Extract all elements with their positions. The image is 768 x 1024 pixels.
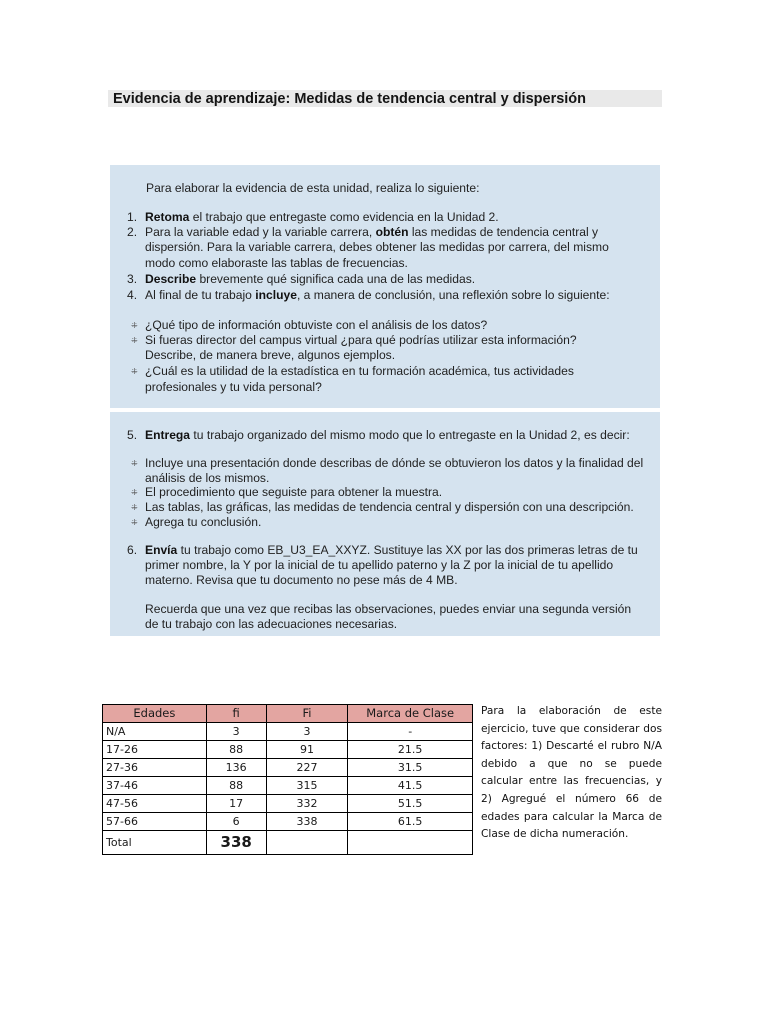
cell-marca: 61.5	[348, 813, 473, 831]
deliverable-2: El procedimiento que seguiste para obtener la muestra.	[145, 485, 443, 499]
cell-cumulative-fi: 227	[266, 759, 348, 777]
question-1: ¿Qué tipo de información obtuviste con el análisis de los datos?	[145, 318, 488, 332]
cell-edades: N/A	[103, 723, 207, 741]
question-2: Si fueras director del campus virtual ¿para qué podrías utilizar esta información?	[145, 333, 577, 347]
cell-marca: 41.5	[348, 777, 473, 795]
deliverable-1-line-2: análisis de los mismos.	[145, 471, 270, 485]
step-6-line-2: primer nombre, la Y por la inicial de tu apellido paterno y la Z por la inicial de tu apellido	[145, 558, 614, 572]
explanation-note: Para la elaboración de este ejercicio, tuve que considerar dos factores: 1) Descarté el rubro N/A debido a que no se puede calcular entre las frecuencias, y 2) Agregué el número 66 de edades para calcular la Marca de Clase de dicha numeración.	[481, 705, 662, 841]
table-row	[103, 813, 473, 831]
step-5: Entrega tu trabajo organizado del mismo modo que lo entregaste en la Unidad 2, es decir:	[145, 428, 630, 442]
question-2-line-2: Describe, de manera breve, algunos ejemplos.	[145, 348, 396, 362]
deliverable-1: Incluye una presentación donde describas de dónde se obtuvieron los datos y la finalidad del	[145, 456, 644, 470]
cell-cumulative-fi: 338	[266, 813, 348, 831]
step-number: 4.	[127, 288, 138, 302]
question-3: ¿Cuál es la utilidad de la estadística en tu formación académica, tus actividades	[145, 364, 574, 378]
cell-marca: 21.5	[348, 741, 473, 759]
col-header-edades: Edades	[103, 705, 207, 723]
step-number: 2.	[127, 225, 138, 239]
cell-fi: 136	[206, 759, 266, 777]
bullet-icon: ⁜	[131, 367, 138, 376]
intro-text: Para elaborar la evidencia de esta unidad, realiza lo siguiente:	[146, 181, 480, 195]
cell-total-label: Total	[103, 831, 207, 855]
reminder-text: Recuerda que una vez que recibas las observaciones, puedes enviar una segunda versión	[145, 602, 632, 616]
bullet-icon: ⁜	[131, 503, 138, 512]
step-number: 6.	[127, 543, 138, 557]
col-header-fi: fi	[206, 705, 266, 723]
cell-fi: 6	[206, 813, 266, 831]
deliverable-3: Las tablas, las gráficas, las medidas de tendencia central y dispersión con una descripción.	[145, 500, 634, 514]
step-2-line-3: modo como elaboraste las tablas de frecuencias.	[145, 256, 408, 270]
cell-edades: 27-36	[103, 759, 207, 777]
table-row	[103, 723, 473, 741]
table-row	[103, 741, 473, 759]
table-header-row	[103, 705, 473, 723]
cell-marca: 51.5	[348, 795, 473, 813]
frequency-table	[102, 704, 473, 855]
table-row	[103, 777, 473, 795]
cell-cumulative-fi: 315	[266, 777, 348, 795]
cell-empty	[266, 831, 348, 855]
bullet-icon: ⁜	[131, 321, 138, 330]
cell-edades: 37-46	[103, 777, 207, 795]
cell-edades: 17-26	[103, 741, 207, 759]
step-4: Al final de tu trabajo incluye, a manera de conclusión, una reflexión sobre lo siguiente:	[145, 288, 610, 302]
table-total-row	[103, 831, 473, 855]
bullet-icon: ⁜	[131, 488, 138, 497]
col-header-marca-de-clase: Marca de Clase	[348, 705, 473, 723]
cell-fi: 17	[206, 795, 266, 813]
step-2: Para la variable edad y la variable carrera, obtén las medidas de tendencia central y	[145, 225, 599, 239]
cell-marca: 31.5	[348, 759, 473, 777]
bullet-icon: ⁜	[131, 336, 138, 345]
cell-fi: 3	[206, 723, 266, 741]
step-1: Retoma el trabajo que entregaste como evidencia en la Unidad 2.	[145, 210, 499, 224]
cell-cumulative-fi: 332	[266, 795, 348, 813]
cell-fi: 88	[206, 741, 266, 759]
step-2-line-2: dispersión. Para la variable carrera, debes obtener las medidas por carrera, del mismo	[145, 240, 609, 254]
cell-edades: 57-66	[103, 813, 207, 831]
col-header-cumulative-fi: Fi	[266, 705, 348, 723]
cell-cumulative-fi: 3	[266, 723, 348, 741]
reminder-text-line-2: de tu trabajo con las adecuaciones necesarias.	[145, 617, 398, 631]
step-number: 1.	[127, 210, 138, 224]
cell-marca: -	[348, 723, 473, 741]
step-6: Envía tu trabajo como EB_U3_EA_XXYZ. Sustituye las XX por las dos primeras letras de tu	[145, 543, 638, 557]
step-6-line-3: materno. Revisa que tu documento no pese más de 4 MB.	[145, 573, 458, 587]
bullet-icon: ⁜	[131, 518, 138, 527]
cell-empty	[348, 831, 473, 855]
table-row	[103, 759, 473, 777]
deliverable-4: Agrega tu conclusión.	[145, 515, 262, 529]
cell-cumulative-fi: 91	[266, 741, 348, 759]
table-row	[103, 795, 473, 813]
step-number: 5.	[127, 428, 138, 442]
step-3: Describe brevemente qué significa cada una de las medidas.	[145, 272, 476, 286]
question-3-line-2: profesionales y tu vida personal?	[145, 380, 322, 394]
step-number: 3.	[127, 272, 138, 286]
cell-fi: 88	[206, 777, 266, 795]
bullet-icon: ⁜	[131, 459, 138, 468]
cell-total-value: 338	[206, 831, 266, 855]
page-title: Evidencia de aprendizaje: Medidas de tendencia central y dispersión	[113, 91, 587, 107]
cell-edades: 47-56	[103, 795, 207, 813]
